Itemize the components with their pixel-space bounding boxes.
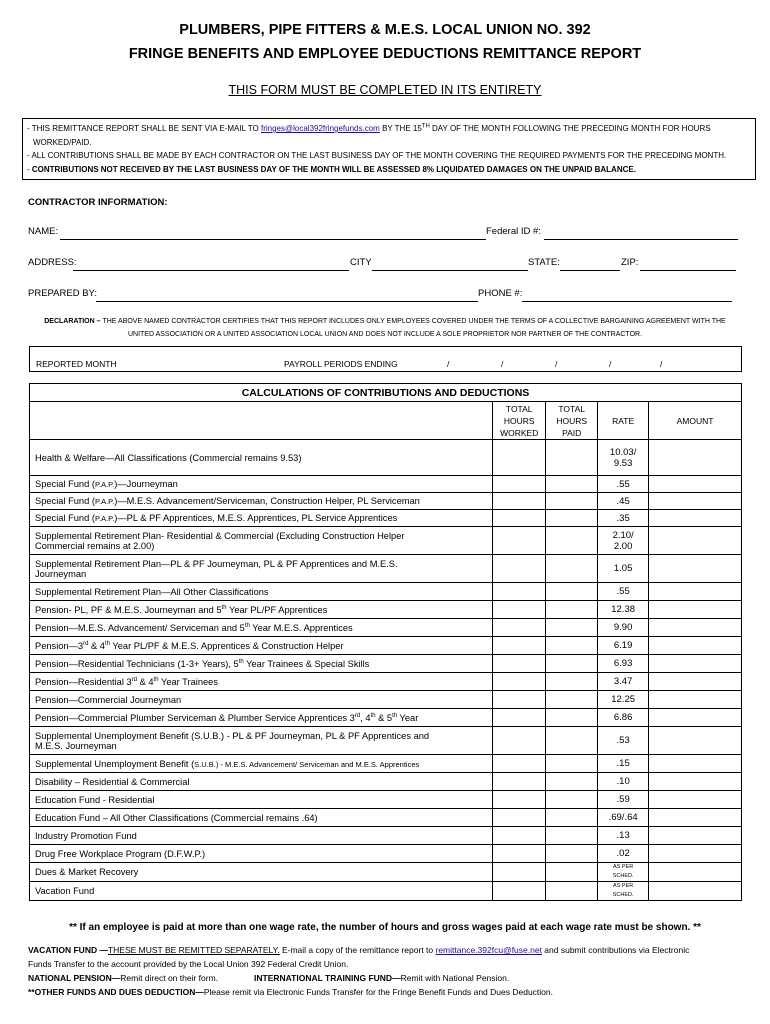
- rate-cell: .02: [598, 845, 649, 863]
- contribution-row: [30, 476, 742, 493]
- period-slash-2: /: [501, 359, 504, 369]
- amount-cell[interactable]: [649, 637, 742, 655]
- hours-paid-header: TOTAL HOURS PAID: [546, 402, 598, 440]
- contribution-description: Education Fund – All Other Classifications (Commercial remains .64): [30, 809, 493, 827]
- declaration: DECLARATION – THE ABOVE NAMED CONTRACTOR CERTIFIES THAT THIS REPORT INCLUDES ONLY EMPLOYEES COVERED UNDER THE TERMS OF A COLLECTIVE BARGAINING AGREEMENT WITH THE UNITED ASSOCIATION OR A UNITED ASSOCIATION LOCAL UNION AND DOES NOT INCLUDE A SOLE PROPRIETOR NOR PARTNER OF THE CONTRACTOR.: [44, 318, 726, 338]
- hours-worked-cell[interactable]: [493, 510, 546, 527]
- notice-line-1b: WORKED/PAID.: [33, 137, 92, 147]
- contribution-description: Pension—Commercial Plumber Serviceman & Plumber Service Apprentices 3rd, 4th & 5th Year: [30, 709, 493, 727]
- hours-worked-cell[interactable]: [493, 555, 546, 583]
- hours-paid-cell[interactable]: [546, 619, 598, 637]
- prepared-row: [28, 288, 738, 302]
- hours-paid-cell[interactable]: [546, 773, 598, 791]
- amount-cell[interactable]: [649, 583, 742, 601]
- contribution-description: Supplemental Retirement Plan- Residential & Commercial (Excluding Construction Helper Commercial remains at 2.00): [30, 527, 493, 555]
- hours-worked-cell[interactable]: [493, 845, 546, 863]
- rate-cell: 3.47: [598, 673, 649, 691]
- hours-paid-cell[interactable]: [546, 882, 598, 901]
- rate-cell: .35: [598, 510, 649, 527]
- rate-cell: .53: [598, 727, 649, 755]
- contribution-description: Pension- PL, PF & M.E.S. Journeyman and 5th Year PL/PF Apprentices: [30, 601, 493, 619]
- contribution-description: Supplemental Unemployment Benefit (S.U.B.) - PL & PF Journeyman, PL & PF Apprentices and M.E.S. Journeyman: [30, 727, 493, 755]
- period-slash-3: /: [555, 359, 558, 369]
- amount-cell[interactable]: [649, 845, 742, 863]
- state-field[interactable]: [560, 270, 620, 271]
- contractor-info-heading: CONTRACTOR INFORMATION:: [28, 197, 168, 208]
- contribution-row: [30, 791, 742, 809]
- rate-cell: .45: [598, 493, 649, 510]
- city-field[interactable]: [372, 270, 528, 271]
- amount-cell[interactable]: [649, 727, 742, 755]
- hours-paid-cell[interactable]: [546, 510, 598, 527]
- footer-instructions: [28, 943, 748, 999]
- hours-worked-cell[interactable]: [493, 637, 546, 655]
- zip-field[interactable]: [640, 270, 736, 271]
- contribution-row: [30, 555, 742, 583]
- prepared-by-label: PREPARED BY:: [28, 288, 97, 299]
- contribution-row: [30, 845, 742, 863]
- hours-paid-cell[interactable]: [546, 583, 598, 601]
- rate-cell: .10: [598, 773, 649, 791]
- hours-worked-cell[interactable]: [493, 476, 546, 493]
- rate-cell: 6.19: [598, 637, 649, 655]
- contribution-description: Disability – Residential & Commercial: [30, 773, 493, 791]
- form-subtitle: THIS FORM MUST BE COMPLETED IN ITS ENTIRETY: [228, 83, 542, 97]
- hours-worked-cell[interactable]: [493, 755, 546, 773]
- hours-paid-cell[interactable]: [546, 691, 598, 709]
- pension-line: NATIONAL PENSION—Remit direct on their form. INTERNATIONAL TRAINING FUND—Remit with National Pension.: [28, 973, 510, 983]
- amount-cell[interactable]: [649, 863, 742, 882]
- hours-paid-cell[interactable]: [546, 809, 598, 827]
- state-label: STATE:: [528, 257, 560, 268]
- address-row: [28, 257, 738, 271]
- hours-worked-cell[interactable]: [493, 791, 546, 809]
- hours-paid-cell[interactable]: [546, 673, 598, 691]
- contribution-description: Special Fund (P.A.P.)—M.E.S. Advancement/Serviceman, Construction Helper, PL Serviceman: [30, 493, 493, 510]
- amount-cell[interactable]: [649, 655, 742, 673]
- amount-cell[interactable]: [649, 809, 742, 827]
- hours-paid-cell[interactable]: [546, 476, 598, 493]
- address-label: ADDRESS:: [28, 257, 77, 268]
- vacation-fund-line: VACATION FUND —THESE MUST BE REMITTED SEPARATELY. E-mail a copy of the remittance report to remittance.392fcu@fuse.net and submit contributions via Electronic: [28, 945, 690, 955]
- rate-header: RATE: [598, 402, 649, 440]
- hours-paid-cell[interactable]: [546, 709, 598, 727]
- contribution-description: Pension—Residential Technicians (1-3+ Years), 5th Year Trainees & Special Skills: [30, 655, 493, 673]
- hours-worked-cell[interactable]: [493, 527, 546, 555]
- federal-id-label: Federal ID #:: [486, 226, 541, 237]
- remittance-email-link[interactable]: remittance.392fcu@fuse.net: [435, 945, 542, 955]
- federal-id-field[interactable]: [544, 239, 738, 240]
- contribution-description: Pension—M.E.S. Advancement/ Serviceman and 5th Year M.E.S. Apprentices: [30, 619, 493, 637]
- contribution-row: [30, 493, 742, 510]
- contribution-row: [30, 755, 742, 773]
- hours-paid-cell[interactable]: [546, 493, 598, 510]
- amount-header: AMOUNT: [649, 402, 742, 440]
- hours-paid-cell[interactable]: [546, 637, 598, 655]
- contribution-row: [30, 637, 742, 655]
- hours-paid-cell[interactable]: [546, 601, 598, 619]
- contribution-description: Health & Welfare—All Classifications (Commercial remains 9.53): [30, 440, 493, 476]
- contribution-description: Supplemental Retirement Plan—All Other Classifications: [30, 583, 493, 601]
- contribution-description: Dues & Market Recovery: [30, 863, 493, 882]
- amount-cell[interactable]: [649, 510, 742, 527]
- phone-field[interactable]: [522, 301, 732, 302]
- contribution-row: [30, 827, 742, 845]
- contribution-description: Special Fund (P.A.P.)—PL & PF Apprentices, M.E.S. Apprentices, PL Service Apprentices: [30, 510, 493, 527]
- form-title-line1: PLUMBERS, PIPE FITTERS & M.E.S. LOCAL UNION NO. 392: [179, 22, 591, 38]
- contribution-row: [30, 709, 742, 727]
- fringes-email-link[interactable]: fringes@local392fringefunds.com: [260, 124, 380, 133]
- hours-paid-cell[interactable]: [546, 440, 598, 476]
- address-field[interactable]: [73, 270, 349, 271]
- contribution-row: [30, 691, 742, 709]
- contribution-row: [30, 673, 742, 691]
- hours-worked-cell[interactable]: [493, 673, 546, 691]
- notice-line-2: - ALL CONTRIBUTIONS SHALL BE MADE BY EACH CONTRACTOR ON THE LAST BUSINESS DAY OF THE MONTH COVERING THE REQUIRED PAYMENTS FOR THE PRECEDING MONTH.: [27, 151, 727, 160]
- contribution-row: [30, 619, 742, 637]
- hours-worked-header: TOTAL HOURS WORKED: [493, 402, 546, 440]
- contribution-description: Vacation Fund: [30, 882, 493, 901]
- contribution-row: [30, 863, 742, 882]
- hours-paid-cell[interactable]: [546, 755, 598, 773]
- contribution-description: Special Fund (P.A.P.)—Journeyman: [30, 476, 493, 493]
- rate-cell: AS PER SCHED.: [598, 882, 649, 901]
- contribution-description: Supplemental Retirement Plan—PL & PF Journeyman, PL & PF Apprentices and M.E.S. Journeyman: [30, 555, 493, 583]
- period-slash-1: /: [447, 359, 450, 369]
- contribution-row: [30, 527, 742, 555]
- name-label: NAME:: [28, 226, 59, 237]
- rate-cell: 12.38: [598, 601, 649, 619]
- hours-paid-cell[interactable]: [546, 791, 598, 809]
- hours-paid-cell[interactable]: [546, 527, 598, 555]
- rate-cell: 2.10/ 2.00: [598, 527, 649, 555]
- rate-cell: .69/.64: [598, 809, 649, 827]
- rate-cell: .55: [598, 583, 649, 601]
- notice-line-1: - THIS REMITTANCE REPORT SHALL BE SENT VIA E-MAIL TO fringes@local392fringefunds.com BY THE 15TH DAY OF THE MONTH FOLLOWING THE PRECEDING MONTH FOR HOURS: [27, 123, 711, 133]
- other-funds-line: **OTHER FUNDS AND DUES DEDUCTION—Please remit via Electronic Funds Transfer for the Fringe Benefit Funds and Dues Deduction.: [28, 987, 553, 997]
- amount-cell[interactable]: [649, 476, 742, 493]
- contribution-row: [30, 882, 742, 901]
- contribution-row: [30, 440, 742, 476]
- rate-cell: .15: [598, 755, 649, 773]
- hours-worked-cell[interactable]: [493, 619, 546, 637]
- prepared-by-field[interactable]: [96, 301, 478, 302]
- contribution-row: [30, 809, 742, 827]
- hours-worked-cell[interactable]: [493, 727, 546, 755]
- rate-cell: 6.86: [598, 709, 649, 727]
- hours-worked-cell[interactable]: [493, 691, 546, 709]
- rate-cell: 12.25: [598, 691, 649, 709]
- amount-cell[interactable]: [649, 493, 742, 510]
- city-label: CITY: [350, 257, 372, 268]
- rate-cell: 9.90: [598, 619, 649, 637]
- amount-cell[interactable]: [649, 601, 742, 619]
- amount-cell[interactable]: [649, 755, 742, 773]
- hours-worked-cell[interactable]: [493, 863, 546, 882]
- rate-cell: 10.03/ 9.53: [598, 440, 649, 476]
- amount-cell[interactable]: [649, 555, 742, 583]
- hours-worked-cell[interactable]: [493, 827, 546, 845]
- amount-cell[interactable]: [649, 882, 742, 901]
- amount-cell[interactable]: [649, 791, 742, 809]
- amount-cell[interactable]: [649, 440, 742, 476]
- hours-paid-cell[interactable]: [546, 845, 598, 863]
- calculations-heading: CALCULATIONS OF CONTRIBUTIONS AND DEDUCTIONS: [30, 384, 742, 402]
- hours-worked-cell[interactable]: [493, 440, 546, 476]
- notice-line-3: - CONTRIBUTIONS NOT RECEIVED BY THE LAST BUSINESS DAY OF THE MONTH WILL BE ASSESSED 8% LIQUIDATED DAMAGES ON THE UNPAID BALANCE.: [27, 164, 636, 174]
- amount-cell[interactable]: [649, 709, 742, 727]
- hours-paid-cell[interactable]: [546, 827, 598, 845]
- period-slash-4: /: [609, 359, 612, 369]
- hours-worked-cell[interactable]: [493, 882, 546, 901]
- hours-worked-cell[interactable]: [493, 583, 546, 601]
- amount-cell[interactable]: [649, 527, 742, 555]
- period-slash-5: /: [660, 359, 663, 369]
- hours-worked-cell[interactable]: [493, 493, 546, 510]
- contribution-description: Pension—Residential 3rd & 4th Year Trainees: [30, 673, 493, 691]
- phone-label: PHONE #:: [478, 288, 523, 299]
- name-field[interactable]: [60, 239, 486, 240]
- contribution-row: [30, 601, 742, 619]
- amount-cell[interactable]: [649, 673, 742, 691]
- rate-cell: .13: [598, 827, 649, 845]
- hours-paid-cell[interactable]: [546, 727, 598, 755]
- contribution-description: Pension—Commercial Journeyman: [30, 691, 493, 709]
- amount-cell[interactable]: [649, 691, 742, 709]
- multiple-wage-note: ** If an employee is paid at more than one wage rate, the number of hours and gross wages paid at each wage rate must be shown. **: [69, 922, 701, 933]
- contribution-description: Education Fund - Residential: [30, 791, 493, 809]
- amount-cell[interactable]: [649, 619, 742, 637]
- notice-box: [22, 118, 756, 180]
- hours-worked-cell[interactable]: [493, 809, 546, 827]
- contribution-row: [30, 510, 742, 527]
- contribution-row: [30, 655, 742, 673]
- vacation-fund-line-2: Funds Transfer to the account provided by the Local Union 392 Federal Credit Union.: [28, 959, 349, 969]
- payroll-periods-label: PAYROLL PERIODS ENDING: [284, 359, 398, 369]
- contribution-row: [30, 773, 742, 791]
- rate-cell: .55: [598, 476, 649, 493]
- name-row: [28, 226, 738, 240]
- contribution-description: Supplemental Unemployment Benefit (S.U.B.) - M.E.S. Advancement/ Serviceman and M.E.S. Apprentices: [30, 755, 493, 773]
- zip-label: ZIP:: [621, 257, 639, 268]
- hours-worked-cell[interactable]: [493, 709, 546, 727]
- amount-cell[interactable]: [649, 827, 742, 845]
- rate-cell: .59: [598, 791, 649, 809]
- contribution-description: Industry Promotion Fund: [30, 827, 493, 845]
- hours-paid-cell[interactable]: [546, 863, 598, 882]
- rate-cell: 1.05: [598, 555, 649, 583]
- calculations-table: [29, 383, 742, 901]
- rate-cell: 6.93: [598, 655, 649, 673]
- hours-worked-cell[interactable]: [493, 655, 546, 673]
- hours-paid-cell[interactable]: [546, 555, 598, 583]
- hours-paid-cell[interactable]: [546, 655, 598, 673]
- rate-cell: AS PER SCHED.: [598, 863, 649, 882]
- amount-cell[interactable]: [649, 773, 742, 791]
- description-header: [30, 402, 493, 440]
- contribution-row: [30, 583, 742, 601]
- contribution-row: [30, 727, 742, 755]
- form-title-line2: FRINGE BENEFITS AND EMPLOYEE DEDUCTIONS REMITTANCE REPORT: [128, 46, 642, 62]
- reporting-period-box: [29, 346, 742, 372]
- contribution-description: Drug Free Workplace Program (D.F.W.P.): [30, 845, 493, 863]
- contribution-description: Pension—3rd & 4th Year PL/PF & M.E.S. Apprentices & Construction Helper: [30, 637, 493, 655]
- hours-worked-cell[interactable]: [493, 601, 546, 619]
- hours-worked-cell[interactable]: [493, 773, 546, 791]
- reported-month-label: REPORTED MONTH: [36, 359, 117, 369]
